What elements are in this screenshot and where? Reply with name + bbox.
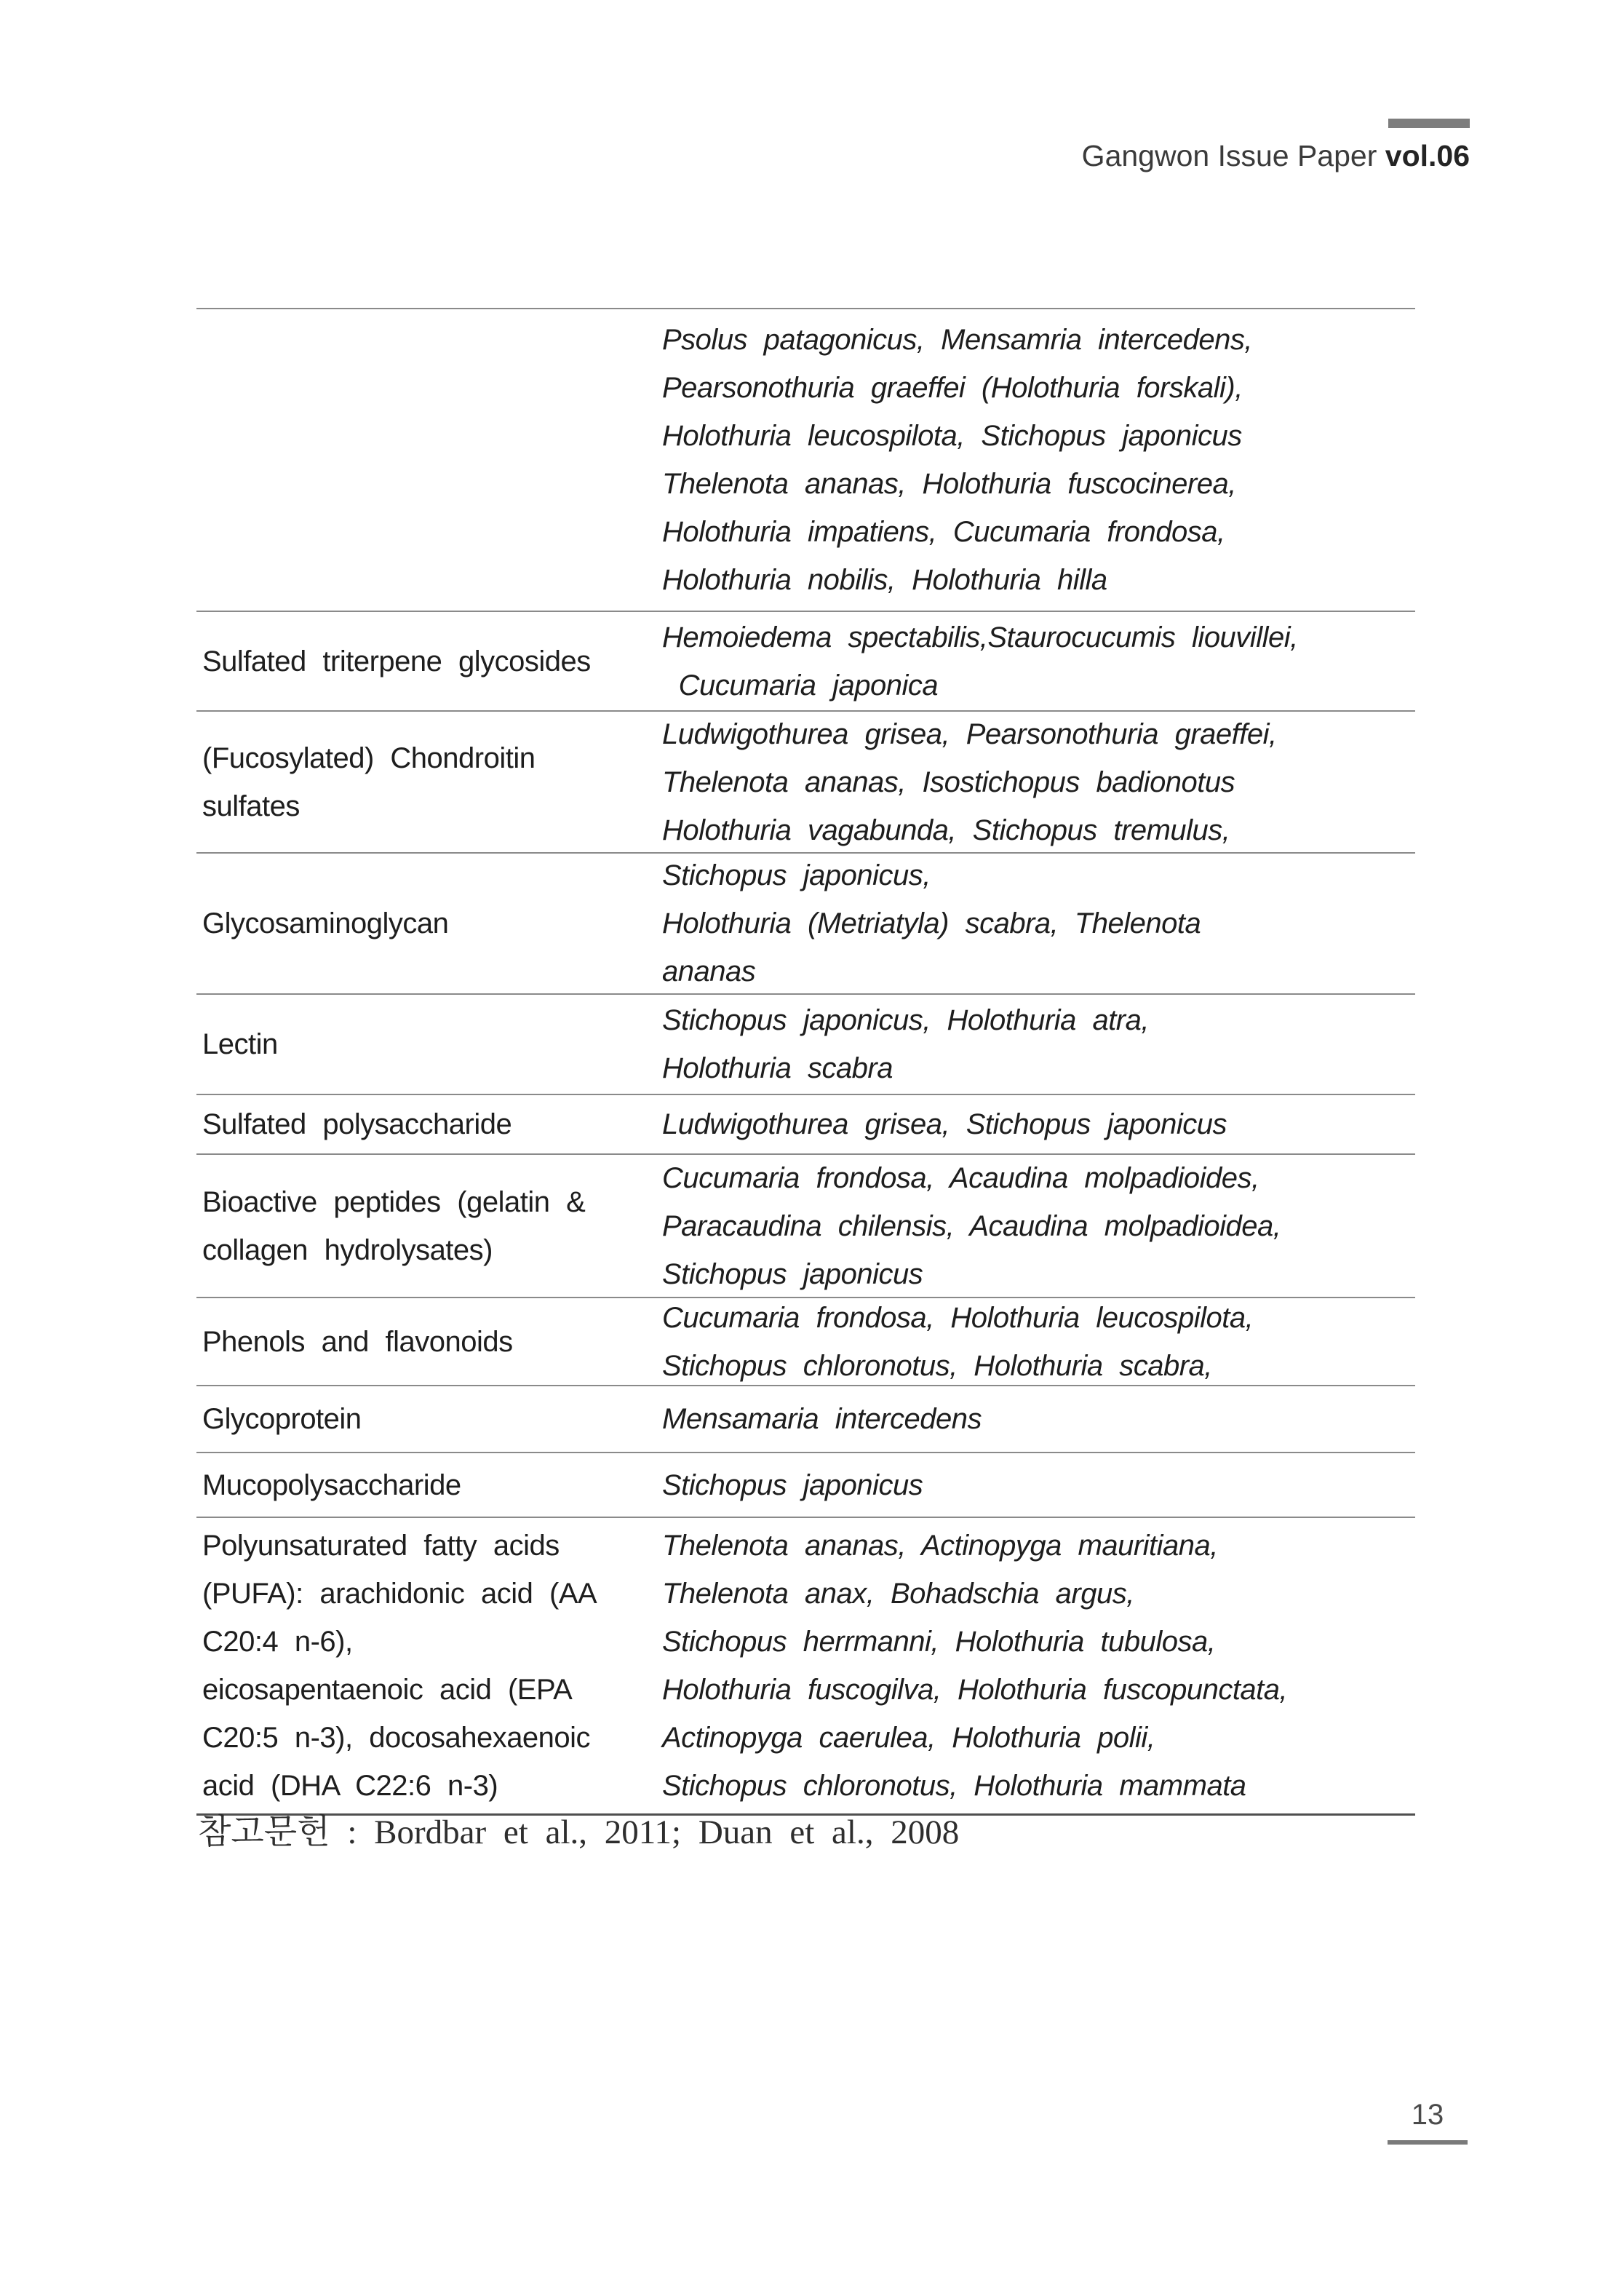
species-cell xyxy=(662,1095,1415,1153)
table-row xyxy=(196,995,1415,1095)
species-line: Thelenota ananas, Holothuria fuscocinerea, xyxy=(662,468,1236,500)
species-cell xyxy=(662,309,1415,611)
page-number: 13 xyxy=(1411,2099,1444,2131)
header-volume-label: vol.06 xyxy=(1385,139,1470,172)
compound-cell xyxy=(196,995,662,1094)
compound-cell xyxy=(196,309,662,611)
table-row xyxy=(196,1298,1415,1386)
compound-line: Sulfated polysaccharide xyxy=(202,1108,512,1140)
species-line: Cucumaria frondosa, Acaudina molpadioides, xyxy=(662,1161,1259,1194)
species-line: Holothuria vagabunda, Stichopus tremulus, xyxy=(662,814,1230,846)
species-cell xyxy=(662,995,1415,1094)
compound-line: Mucopolysaccharide xyxy=(202,1469,461,1501)
species-line: Stichopus japonicus xyxy=(662,1257,923,1290)
species-line: Stichopus japonicus, Holothuria atra, xyxy=(662,1004,1149,1036)
compound-cell xyxy=(196,1155,662,1297)
species-line: Stichopus japonicus xyxy=(662,1469,923,1501)
species-cell xyxy=(662,1453,1415,1517)
compound-cell xyxy=(196,1518,662,1813)
table-row xyxy=(196,612,1415,712)
compound-line: Polyunsaturated fatty acids xyxy=(202,1530,560,1562)
species-line: Stichopus chloronotus, Holothuria scabra, xyxy=(662,1349,1212,1382)
species-line: Ludwigothurea grisea, Pearsonothuria graeffei, xyxy=(662,718,1277,750)
species-line: Holothuria scabra xyxy=(662,1052,893,1084)
compound-cell xyxy=(196,1298,662,1385)
table-row xyxy=(196,1095,1415,1155)
table-row xyxy=(196,712,1415,854)
species-cell xyxy=(662,1155,1415,1297)
compound-line: sulfates xyxy=(202,790,300,822)
compound-cell xyxy=(196,854,662,993)
species-line: Stichopus herrmanni, Holothuria tubulosa, xyxy=(662,1626,1216,1658)
table-row xyxy=(196,1518,1415,1813)
species-line: Stichopus japonicus, xyxy=(662,859,931,891)
species-cell xyxy=(662,854,1415,993)
species-line: Mensamaria intercedens xyxy=(662,1403,982,1435)
compound-line: Glycoprotein xyxy=(202,1403,362,1435)
species-line: Cucumaria frondosa, Holothuria leucospilota, xyxy=(662,1301,1254,1334)
species-cell xyxy=(662,1298,1415,1385)
table-row xyxy=(196,1155,1415,1298)
table-row xyxy=(196,1386,1415,1453)
species-line: Holothuria leucospilota, Stichopus japonicus xyxy=(662,420,1242,452)
species-cell xyxy=(662,1518,1415,1813)
species-line: Cucumaria japonica xyxy=(662,669,939,702)
compound-cell xyxy=(196,1386,662,1452)
species-line: Psolus patagonicus, Mensamria intercedens, xyxy=(662,324,1252,356)
species-line: Thelenota anax, Bohadschia argus, xyxy=(662,1578,1134,1610)
compound-species-table xyxy=(196,308,1415,1816)
species-cell xyxy=(662,1386,1415,1452)
species-line: Hemoiedema spectabilis,Staurocucumis liouvillei, xyxy=(662,621,1298,653)
table-row xyxy=(196,1453,1415,1518)
compound-line: Bioactive peptides (gelatin & xyxy=(202,1185,586,1218)
species-line: Holothuria fuscogilva, Holothuria fuscopunctata, xyxy=(662,1674,1288,1706)
compound-line: (Fucosylated) Chondroitin xyxy=(202,742,536,774)
compound-line: C20:4 n-6), xyxy=(202,1626,353,1658)
species-cell xyxy=(662,612,1415,710)
compound-line: Lectin xyxy=(202,1028,278,1060)
references-caption: 참고문헌 : Bordbar et al., 2011; Duan et al., 2008 xyxy=(198,1813,960,1851)
footer-rule xyxy=(1388,2140,1468,2145)
header-accent-bar xyxy=(1388,119,1470,128)
compound-cell xyxy=(196,712,662,852)
species-line: Pearsonothuria graeffei (Holothuria forskali), xyxy=(662,372,1243,404)
species-line: ananas xyxy=(662,955,756,988)
species-line: Holothuria impatiens, Cucumaria frondosa, xyxy=(662,516,1225,548)
species-line: Stichopus chloronotus, Holothuria mammata xyxy=(662,1770,1246,1802)
compound-line: acid (DHA C22:6 n-3) xyxy=(202,1770,498,1802)
table-row xyxy=(196,854,1415,995)
compound-line: C20:5 n-3), docosahexaenoic xyxy=(202,1722,591,1754)
compound-line: Sulfated triterpene glycosides xyxy=(202,645,591,677)
species-cell xyxy=(662,712,1415,852)
compound-line: (PUFA): arachidonic acid (AA xyxy=(202,1578,597,1610)
species-line: Actinopyga caerulea, Holothuria polii, xyxy=(662,1722,1155,1754)
compound-line: Phenols and flavonoids xyxy=(202,1325,513,1358)
species-line: Holothuria (Metriatyla) scabra, Thelenota xyxy=(662,907,1201,939)
compound-line: Glycosaminoglycan xyxy=(202,907,449,939)
species-line: Thelenota ananas, Isostichopus badionotus xyxy=(662,766,1235,798)
table-row xyxy=(196,309,1415,612)
species-line: Ludwigothurea grisea, Stichopus japonicus xyxy=(662,1108,1227,1140)
species-line: Thelenota ananas, Actinopyga mauritiana, xyxy=(662,1530,1218,1562)
compound-cell xyxy=(196,1453,662,1517)
compound-cell xyxy=(196,1095,662,1153)
header-title-text: Gangwon Issue Paper xyxy=(1081,139,1385,172)
page-header xyxy=(1082,140,1470,172)
species-line: Paracaudina chilensis, Acaudina molpadioidea, xyxy=(662,1209,1281,1242)
compound-line: collagen hydrolysates) xyxy=(202,1233,493,1266)
compound-line: eicosapentaenoic acid (EPA xyxy=(202,1674,573,1706)
compound-cell xyxy=(196,612,662,710)
species-line: Holothuria nobilis, Holothuria hilla xyxy=(662,564,1107,596)
